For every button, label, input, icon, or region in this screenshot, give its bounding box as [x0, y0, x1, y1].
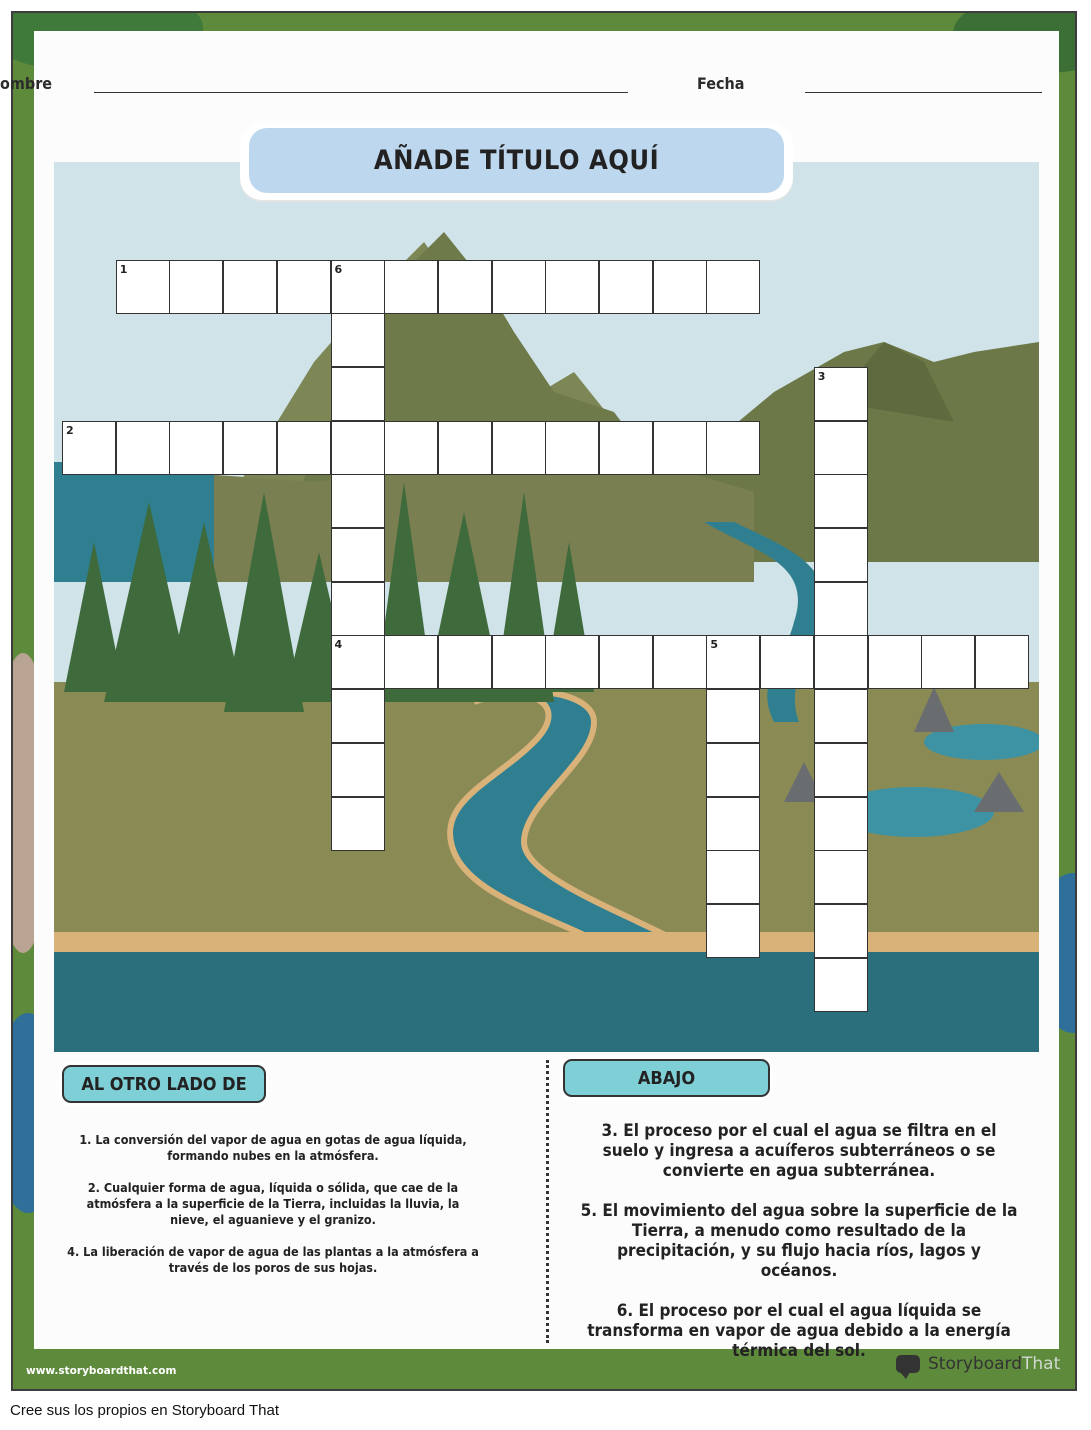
- crossword-cell[interactable]: [331, 582, 385, 636]
- across-clue: 2. Cualquier forma de agua, líquida o sólida, que cae de la atmósfera a la superficie de la Tierra, incluidas la lluvia, la nieve, el aguanieve y el granizo.: [86, 1180, 460, 1227]
- crossword-cell[interactable]: [545, 635, 599, 689]
- crossword-cell[interactable]: [331, 421, 385, 475]
- crossword-cell[interactable]: [331, 474, 385, 528]
- crossword-cell[interactable]: [492, 635, 546, 689]
- date-line[interactable]: [805, 92, 1042, 93]
- crossword-cell[interactable]: [169, 421, 223, 475]
- crossword-cell[interactable]: [921, 635, 975, 689]
- across-clues: [66, 1132, 480, 1292]
- clue-number: 2: [66, 423, 74, 437]
- crossword-cell[interactable]: [384, 260, 438, 314]
- crossword-cell[interactable]: [814, 474, 868, 528]
- crossword-cell[interactable]: [814, 850, 868, 904]
- lake-front: [54, 952, 1039, 1052]
- crossword-cell[interactable]: [706, 635, 760, 689]
- clue-number: 4: [334, 638, 343, 652]
- crossword-cell[interactable]: [814, 421, 868, 475]
- crossword-cell[interactable]: [975, 635, 1029, 689]
- clue-number: 6: [334, 262, 343, 276]
- crossword-cell[interactable]: [706, 689, 760, 743]
- down-clue: 6. El proceso por el cual el agua líquida se transforma en vapor de agua debido a la energía térmica del sol.: [587, 1301, 1011, 1361]
- crossword-cell[interactable]: [331, 260, 385, 314]
- crossword-cell[interactable]: [438, 260, 492, 314]
- crossword-cell[interactable]: [438, 635, 492, 689]
- crossword-cell[interactable]: [599, 260, 653, 314]
- storyboardthat-logo[interactable]: [896, 1354, 1060, 1374]
- crossword-cell[interactable]: [868, 635, 922, 689]
- crossword-cell[interactable]: [331, 797, 385, 851]
- crossword-cell[interactable]: [492, 260, 546, 314]
- across-clue: 4. La liberación de vapor de agua de las plantas a la atmósfera a través de los poros de sus hojas.: [67, 1244, 479, 1275]
- crossword-cell[interactable]: [331, 367, 385, 421]
- crossword-cell[interactable]: [545, 421, 599, 475]
- crossword-cell[interactable]: [814, 635, 868, 689]
- logo-text-that: That: [1022, 1354, 1061, 1374]
- crossword-cell[interactable]: [116, 260, 170, 314]
- across-heading-box: [59, 1062, 269, 1106]
- across-clue: 1. La conversión del vapor de agua en gotas de agua líquida, formando nubes en la atmósfera.: [79, 1132, 467, 1163]
- lake-left: [54, 462, 214, 582]
- crossword-cell[interactable]: [814, 743, 868, 797]
- down-heading: ABAJO: [563, 1059, 770, 1097]
- crossword-cell[interactable]: [653, 421, 707, 475]
- down-clue: 3. El proceso por el cual el agua se filtra en el suelo y ingresa a acuíferos subterráneos o se convierte en agua subterránea.: [601, 1121, 997, 1181]
- crossword-cell[interactable]: [384, 635, 438, 689]
- crossword-cell[interactable]: [331, 313, 385, 367]
- clue-number: 1: [119, 262, 128, 276]
- footer-url[interactable]: www.storyboardthat.com: [26, 1365, 177, 1377]
- crossword-cell[interactable]: [331, 743, 385, 797]
- crossword-cell[interactable]: [706, 904, 760, 958]
- name-line[interactable]: [94, 92, 628, 93]
- crossword-cell[interactable]: [438, 421, 492, 475]
- crossword-cell[interactable]: [814, 904, 868, 958]
- across-heading: AL OTRO LADO DE: [62, 1065, 266, 1103]
- crossword-cell[interactable]: [223, 260, 277, 314]
- crossword-cell[interactable]: [653, 260, 707, 314]
- crossword-cell[interactable]: [223, 421, 277, 475]
- crossword-cell[interactable]: [653, 635, 707, 689]
- speech-bubble-icon: [896, 1355, 920, 1373]
- crossword-cell[interactable]: [169, 260, 223, 314]
- crossword-cell[interactable]: [277, 421, 331, 475]
- crossword-cell[interactable]: [760, 635, 814, 689]
- column-divider: [546, 1060, 549, 1343]
- crossword-cell[interactable]: [706, 260, 760, 314]
- crossword-cell[interactable]: [599, 635, 653, 689]
- clue-number: 5: [710, 638, 719, 652]
- crossword-cell[interactable]: [384, 421, 438, 475]
- name-label: ombre: [0, 74, 53, 93]
- crossword-cell[interactable]: [331, 635, 385, 689]
- crossword-cell[interactable]: [331, 689, 385, 743]
- down-clues: [578, 1121, 1020, 1381]
- clue-number: 3: [817, 369, 826, 383]
- crossword-cell[interactable]: [706, 421, 760, 475]
- crossword-cell[interactable]: [814, 582, 868, 636]
- crossword-cell[interactable]: [545, 260, 599, 314]
- down-clue: 5. El movimiento del agua sobre la superficie de la Tierra, a menudo como resultado de la precipitación, y su flujo hacia ríos, lagos y océanos.: [580, 1201, 1018, 1281]
- crossword-cell[interactable]: [116, 421, 170, 475]
- logo-text-storyboard: Storyboard: [928, 1354, 1022, 1374]
- crossword-cell[interactable]: [814, 958, 868, 1012]
- crossword-cell[interactable]: [706, 743, 760, 797]
- crossword-cell[interactable]: [492, 421, 546, 475]
- date-label: Fecha: [697, 74, 745, 93]
- crossword-cell[interactable]: [814, 367, 868, 421]
- crossword-cell[interactable]: [706, 797, 760, 851]
- crossword-cell[interactable]: [814, 528, 868, 582]
- crossword-cell[interactable]: [62, 421, 116, 475]
- worksheet-title[interactable]: AÑADE TÍTULO AQUÍ: [249, 128, 784, 193]
- crossword-cell[interactable]: [814, 797, 868, 851]
- bottom-caption[interactable]: Cree sus los propios en Storyboard That: [10, 1402, 280, 1419]
- crossword-cell[interactable]: [599, 421, 653, 475]
- down-heading-box: [560, 1056, 773, 1100]
- crossword-cell[interactable]: [331, 528, 385, 582]
- crossword-cell[interactable]: [814, 689, 868, 743]
- crossword-cell[interactable]: [277, 260, 331, 314]
- title-banner[interactable]: [240, 123, 793, 200]
- crossword-cell[interactable]: [706, 850, 760, 904]
